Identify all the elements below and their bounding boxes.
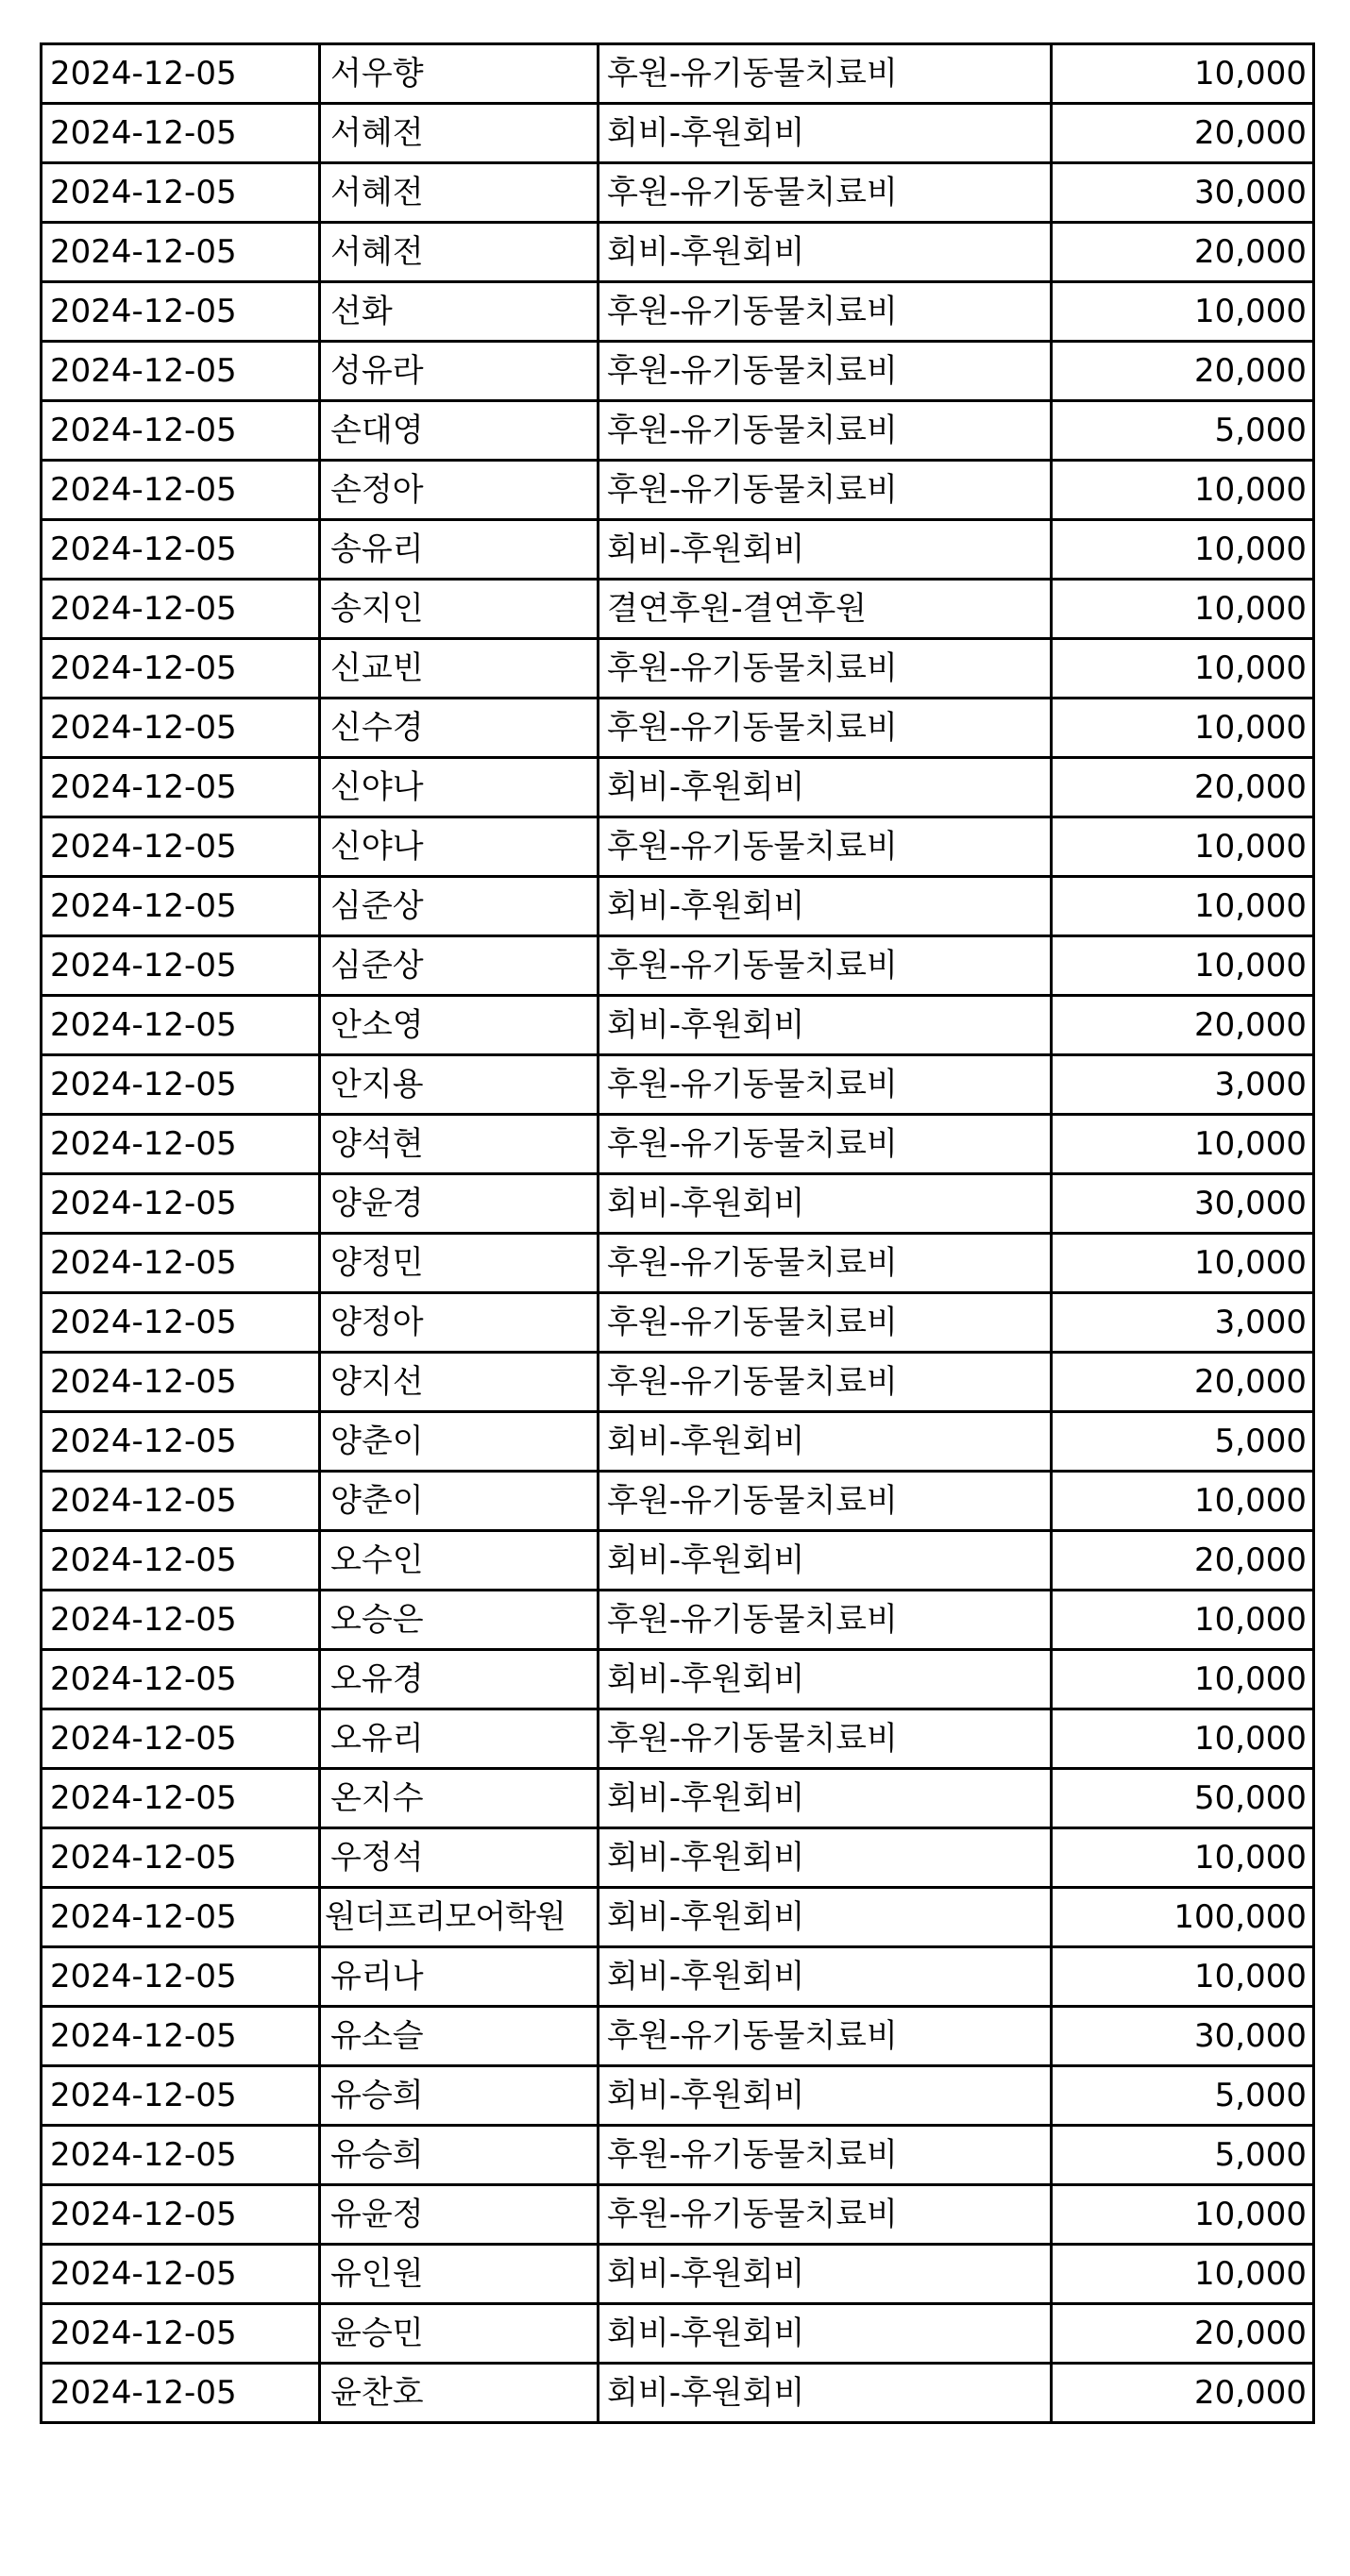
amount-cell: 20,000 [1052,104,1314,163]
table-row [42,1174,1314,1234]
date-cell: 2024-12-05 [42,877,320,936]
amount-cell: 20,000 [1052,223,1314,282]
amount-cell: 20,000 [1052,1531,1314,1591]
date-cell: 2024-12-05 [42,1531,320,1591]
category-cell: 회비-후원회비 [599,877,1052,936]
date-cell: 2024-12-05 [42,1591,320,1650]
amount-cell: 20,000 [1052,2304,1314,2364]
table-row [42,1650,1314,1709]
date-cell: 2024-12-05 [42,2364,320,2423]
amount-cell: 3,000 [1052,1055,1314,1115]
date-cell: 2024-12-05 [42,817,320,877]
amount-cell: 20,000 [1052,1353,1314,1412]
category-cell: 결연후원-결연후원 [599,580,1052,639]
table-row [42,1769,1314,1828]
category-cell: 회비-후원회비 [599,1888,1052,1947]
donor-name-cell: 양지선 [320,1353,599,1412]
table-row [42,163,1314,223]
category-cell: 후원-유기동물치료비 [599,817,1052,877]
date-cell: 2024-12-05 [42,1293,320,1353]
date-cell: 2024-12-05 [42,163,320,223]
category-cell: 후원-유기동물치료비 [599,1353,1052,1412]
table-row [42,2304,1314,2364]
category-cell: 회비-후원회비 [599,520,1052,580]
amount-cell: 10,000 [1052,699,1314,758]
category-cell: 후원-유기동물치료비 [599,401,1052,461]
table-row [42,1353,1314,1412]
date-cell: 2024-12-05 [42,758,320,817]
table-row [42,1412,1314,1472]
category-cell: 회비-후원회비 [599,2364,1052,2423]
date-cell: 2024-12-05 [42,1412,320,1472]
category-cell: 후원-유기동물치료비 [599,936,1052,996]
table-row [42,1234,1314,1293]
table-row [42,877,1314,936]
date-cell: 2024-12-05 [42,639,320,699]
category-cell: 회비-후원회비 [599,1769,1052,1828]
date-cell: 2024-12-05 [42,2066,320,2126]
category-cell: 후원-유기동물치료비 [599,1055,1052,1115]
donor-name-cell: 양춘이 [320,1472,599,1531]
table-row [42,639,1314,699]
amount-cell: 5,000 [1052,2126,1314,2185]
amount-cell: 30,000 [1052,163,1314,223]
category-cell: 후원-유기동물치료비 [599,461,1052,520]
amount-cell: 10,000 [1052,877,1314,936]
date-cell: 2024-12-05 [42,342,320,401]
amount-cell: 20,000 [1052,758,1314,817]
table-row [42,1888,1314,1947]
donor-name-cell: 윤승민 [320,2304,599,2364]
category-cell: 후원-유기동물치료비 [599,1591,1052,1650]
donor-name-cell: 서혜전 [320,104,599,163]
table-row [42,44,1314,104]
category-cell: 회비-후원회비 [599,1412,1052,1472]
amount-cell: 10,000 [1052,817,1314,877]
amount-cell: 10,000 [1052,1591,1314,1650]
date-cell: 2024-12-05 [42,401,320,461]
date-cell: 2024-12-05 [42,1828,320,1888]
donor-name-cell: 신교빈 [320,639,599,699]
category-cell: 회비-후원회비 [599,1174,1052,1234]
date-cell: 2024-12-05 [42,1055,320,1115]
table-row [42,2066,1314,2126]
date-cell: 2024-12-05 [42,44,320,104]
table-row [42,996,1314,1055]
donor-name-cell: 오승은 [320,1591,599,1650]
date-cell: 2024-12-05 [42,461,320,520]
donor-name-cell: 원더프리모어학원 [320,1888,599,1947]
donor-name-cell: 양윤경 [320,1174,599,1234]
amount-cell: 20,000 [1052,342,1314,401]
date-cell: 2024-12-05 [42,1115,320,1174]
table-row [42,1709,1314,1769]
date-cell: 2024-12-05 [42,1234,320,1293]
amount-cell: 10,000 [1052,520,1314,580]
category-cell: 후원-유기동물치료비 [599,282,1052,342]
category-cell: 후원-유기동물치료비 [599,44,1052,104]
amount-cell: 50,000 [1052,1769,1314,1828]
amount-cell: 10,000 [1052,580,1314,639]
donor-name-cell: 송지인 [320,580,599,639]
amount-cell: 5,000 [1052,1412,1314,1472]
amount-cell: 10,000 [1052,936,1314,996]
donor-name-cell: 오유리 [320,1709,599,1769]
table-row [42,282,1314,342]
category-cell: 후원-유기동물치료비 [599,1709,1052,1769]
table-row [42,1591,1314,1650]
category-cell: 후원-유기동물치료비 [599,1293,1052,1353]
amount-cell: 10,000 [1052,1650,1314,1709]
donor-name-cell: 안소영 [320,996,599,1055]
donor-name-cell: 심준상 [320,936,599,996]
category-cell: 회비-후원회비 [599,2304,1052,2364]
table-row [42,580,1314,639]
category-cell: 후원-유기동물치료비 [599,2126,1052,2185]
date-cell: 2024-12-05 [42,223,320,282]
donor-name-cell: 신야나 [320,817,599,877]
category-cell: 회비-후원회비 [599,2245,1052,2304]
donor-name-cell: 서혜전 [320,163,599,223]
donor-name-cell: 손대영 [320,401,599,461]
table-row [42,2007,1314,2066]
amount-cell: 10,000 [1052,1947,1314,2007]
date-cell: 2024-12-05 [42,580,320,639]
donor-name-cell: 유승희 [320,2126,599,2185]
donor-name-cell: 유리나 [320,1947,599,2007]
table-row [42,1472,1314,1531]
category-cell: 회비-후원회비 [599,104,1052,163]
amount-cell: 10,000 [1052,1472,1314,1531]
date-cell: 2024-12-05 [42,1709,320,1769]
donor-name-cell: 양정아 [320,1293,599,1353]
date-cell: 2024-12-05 [42,2304,320,2364]
amount-cell: 10,000 [1052,461,1314,520]
table-row [42,401,1314,461]
table-row [42,342,1314,401]
table-row [42,758,1314,817]
table-row [42,936,1314,996]
amount-cell: 10,000 [1052,2185,1314,2245]
donor-name-cell: 신수경 [320,699,599,758]
amount-cell: 3,000 [1052,1293,1314,1353]
category-cell: 후원-유기동물치료비 [599,699,1052,758]
date-cell: 2024-12-05 [42,996,320,1055]
table-row [42,461,1314,520]
donor-name-cell: 양춘이 [320,1412,599,1472]
donor-name-cell: 선화 [320,282,599,342]
donor-name-cell: 서우향 [320,44,599,104]
donor-name-cell: 양석현 [320,1115,599,1174]
donor-name-cell: 윤찬호 [320,2364,599,2423]
donor-name-cell: 서혜전 [320,223,599,282]
date-cell: 2024-12-05 [42,1472,320,1531]
category-cell: 후원-유기동물치료비 [599,1472,1052,1531]
category-cell: 회비-후원회비 [599,1828,1052,1888]
donor-name-cell: 온지수 [320,1769,599,1828]
ledger-body [42,44,1314,2423]
date-cell: 2024-12-05 [42,2245,320,2304]
table-row [42,223,1314,282]
date-cell: 2024-12-05 [42,520,320,580]
category-cell: 회비-후원회비 [599,996,1052,1055]
amount-cell: 100,000 [1052,1888,1314,1947]
date-cell: 2024-12-05 [42,1650,320,1709]
table-row [42,104,1314,163]
date-cell: 2024-12-05 [42,282,320,342]
table-row [42,2185,1314,2245]
amount-cell: 10,000 [1052,1828,1314,1888]
amount-cell: 10,000 [1052,639,1314,699]
donor-name-cell: 우정석 [320,1828,599,1888]
amount-cell: 10,000 [1052,1709,1314,1769]
date-cell: 2024-12-05 [42,699,320,758]
donor-name-cell: 심준상 [320,877,599,936]
category-cell: 회비-후원회비 [599,2066,1052,2126]
amount-cell: 20,000 [1052,996,1314,1055]
date-cell: 2024-12-05 [42,1353,320,1412]
amount-cell: 30,000 [1052,1174,1314,1234]
date-cell: 2024-12-05 [42,104,320,163]
donor-name-cell: 신야나 [320,758,599,817]
table-row [42,520,1314,580]
amount-cell: 10,000 [1052,1234,1314,1293]
category-cell: 후원-유기동물치료비 [599,342,1052,401]
table-row [42,699,1314,758]
amount-cell: 5,000 [1052,401,1314,461]
category-cell: 후원-유기동물치료비 [599,2007,1052,2066]
donor-name-cell: 양정민 [320,1234,599,1293]
donation-ledger-table [40,42,1315,2424]
donor-name-cell: 성유라 [320,342,599,401]
donor-name-cell: 오유경 [320,1650,599,1709]
table-row [42,2245,1314,2304]
donor-name-cell: 유윤정 [320,2185,599,2245]
category-cell: 회비-후원회비 [599,758,1052,817]
donor-name-cell: 유승희 [320,2066,599,2126]
table-row [42,1531,1314,1591]
amount-cell: 20,000 [1052,2364,1314,2423]
donor-name-cell: 오수인 [320,1531,599,1591]
amount-cell: 10,000 [1052,44,1314,104]
category-cell: 회비-후원회비 [599,223,1052,282]
category-cell: 회비-후원회비 [599,1947,1052,2007]
category-cell: 후원-유기동물치료비 [599,1115,1052,1174]
category-cell: 후원-유기동물치료비 [599,2185,1052,2245]
date-cell: 2024-12-05 [42,1947,320,2007]
category-cell: 회비-후원회비 [599,1650,1052,1709]
date-cell: 2024-12-05 [42,2007,320,2066]
date-cell: 2024-12-05 [42,1174,320,1234]
table-row [42,1055,1314,1115]
donor-name-cell: 안지용 [320,1055,599,1115]
date-cell: 2024-12-05 [42,1888,320,1947]
donor-name-cell: 송유리 [320,520,599,580]
table-row [42,2126,1314,2185]
amount-cell: 10,000 [1052,282,1314,342]
table-row [42,1293,1314,1353]
category-cell: 후원-유기동물치료비 [599,163,1052,223]
amount-cell: 30,000 [1052,2007,1314,2066]
donor-name-cell: 손정아 [320,461,599,520]
date-cell: 2024-12-05 [42,2126,320,2185]
amount-cell: 10,000 [1052,1115,1314,1174]
table-row [42,1828,1314,1888]
amount-cell: 10,000 [1052,2245,1314,2304]
date-cell: 2024-12-05 [42,1769,320,1828]
category-cell: 후원-유기동물치료비 [599,639,1052,699]
table-row [42,1947,1314,2007]
date-cell: 2024-12-05 [42,2185,320,2245]
table-row [42,2364,1314,2423]
date-cell: 2024-12-05 [42,936,320,996]
category-cell: 후원-유기동물치료비 [599,1234,1052,1293]
donor-name-cell: 유소슬 [320,2007,599,2066]
donor-name-cell: 유인원 [320,2245,599,2304]
table-row [42,817,1314,877]
table-row [42,1115,1314,1174]
amount-cell: 5,000 [1052,2066,1314,2126]
category-cell: 회비-후원회비 [599,1531,1052,1591]
